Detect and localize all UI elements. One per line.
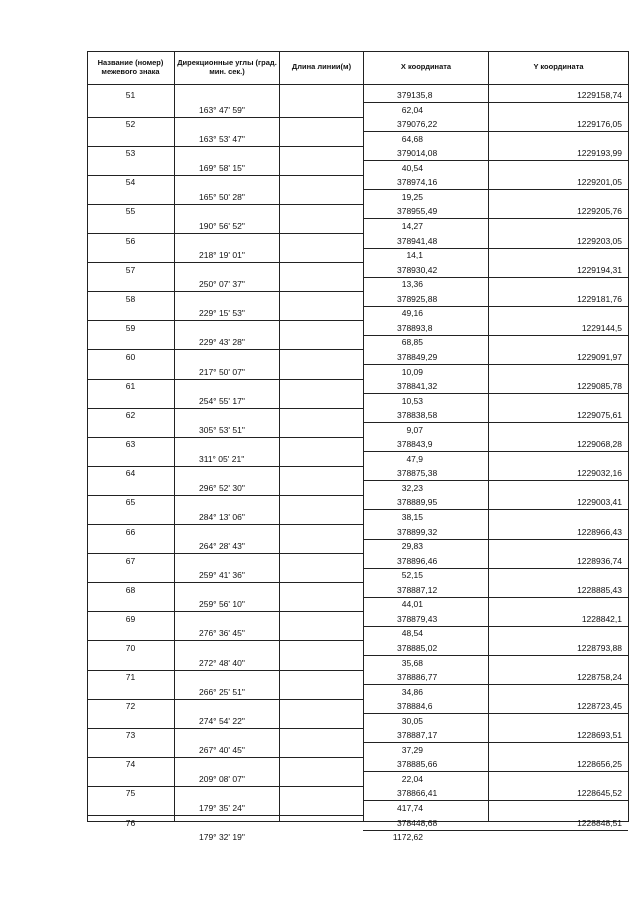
row-divider bbox=[87, 117, 363, 118]
coordinate-underline bbox=[363, 451, 628, 452]
direction-angle: 284° 13' 06" bbox=[199, 512, 245, 522]
line-length: 10,09 bbox=[401, 366, 423, 377]
point-name: 66 bbox=[125, 526, 136, 537]
point-name: 56 bbox=[125, 235, 136, 246]
point-name: 55 bbox=[125, 206, 136, 217]
direction-angle: 267° 40' 45" bbox=[199, 744, 245, 755]
coordinate-underline bbox=[363, 480, 628, 481]
x-coordinate: 378448,68 bbox=[397, 817, 438, 828]
point-name: 67 bbox=[125, 555, 136, 566]
point-name: 62 bbox=[125, 410, 136, 421]
coordinates-table bbox=[87, 51, 629, 843]
row-divider bbox=[87, 495, 363, 496]
direction-angle: 305° 53' 51" bbox=[199, 424, 245, 435]
y-coordinate: 1229003,41 bbox=[577, 497, 622, 508]
y-coordinate: 1229032,16 bbox=[577, 468, 622, 479]
direction-angle: 169° 58' 15" bbox=[199, 162, 245, 173]
coordinate-underline bbox=[363, 277, 628, 278]
row-divider bbox=[87, 291, 363, 292]
direction-angle: 179° 32' 19" bbox=[199, 832, 245, 843]
line-length: 13,36 bbox=[401, 279, 423, 290]
line-length: 14,1 bbox=[406, 250, 423, 261]
header-x-coordinate: X координата bbox=[400, 62, 452, 72]
row-divider bbox=[87, 640, 363, 641]
coordinate-underline bbox=[363, 335, 628, 336]
line-length: 22,04 bbox=[401, 773, 423, 784]
row-divider bbox=[87, 175, 363, 176]
direction-angle: 163° 47' 59" bbox=[199, 104, 245, 115]
y-coordinate: 1229144,5 bbox=[581, 322, 622, 333]
coordinate-underline bbox=[363, 568, 628, 569]
point-name: 52 bbox=[125, 119, 136, 130]
y-coordinate: 1228693,51 bbox=[577, 730, 622, 741]
row-divider bbox=[87, 379, 363, 380]
line-length: 10,53 bbox=[401, 395, 423, 406]
direction-angle: 179° 35' 24" bbox=[199, 803, 245, 813]
point-name: 71 bbox=[125, 672, 136, 682]
x-coordinate: 378884,6 bbox=[397, 701, 433, 712]
direction-angle: 163° 53' 47" bbox=[199, 133, 245, 144]
coordinate-underline bbox=[363, 655, 628, 656]
direction-angle: 311° 05' 21" bbox=[199, 453, 245, 464]
y-coordinate: 1229068,28 bbox=[577, 439, 622, 450]
x-coordinate: 378887,12 bbox=[397, 584, 438, 595]
coordinate-underline bbox=[363, 771, 628, 772]
coordinate-underline bbox=[363, 160, 628, 161]
coordinate-underline bbox=[363, 306, 628, 307]
point-name: 59 bbox=[125, 322, 136, 333]
direction-angle: 209° 08' 07" bbox=[199, 773, 245, 784]
line-length: 1172,62 bbox=[392, 832, 423, 843]
point-name: 73 bbox=[125, 730, 136, 741]
direction-angle: 272° 48' 40" bbox=[199, 657, 245, 668]
y-coordinate: 1229091,97 bbox=[577, 351, 622, 362]
line-length: 32,23 bbox=[401, 482, 423, 493]
point-name: 72 bbox=[125, 701, 136, 712]
x-coordinate: 378889,95 bbox=[397, 497, 438, 508]
y-coordinate: 1229181,76 bbox=[577, 293, 622, 304]
header-direction-angle: Дирекционные углы (град. мин. сек.) bbox=[177, 58, 277, 76]
y-coordinate: 1229085,78 bbox=[577, 381, 622, 391]
x-coordinate: 378849,29 bbox=[397, 351, 438, 362]
y-coordinate: 1229193,99 bbox=[577, 148, 622, 159]
y-coordinate: 1228848,51 bbox=[577, 817, 622, 828]
point-name: 57 bbox=[125, 264, 136, 275]
row-divider bbox=[87, 320, 363, 321]
direction-angle: 218° 19' 01" bbox=[199, 250, 245, 261]
point-name: 58 bbox=[125, 293, 136, 304]
direction-angle: 165° 50' 28" bbox=[199, 191, 245, 202]
x-coordinate: 378974,16 bbox=[397, 177, 438, 188]
point-name: 75 bbox=[125, 788, 136, 799]
point-name: 60 bbox=[125, 351, 136, 362]
x-coordinate: 379014,08 bbox=[397, 148, 438, 159]
x-coordinate: 378955,49 bbox=[397, 206, 438, 217]
direction-angle: 259° 56' 10" bbox=[199, 599, 245, 610]
row-divider bbox=[87, 728, 363, 729]
header-y-coordinate: Y координата bbox=[533, 62, 584, 72]
line-length: 48,54 bbox=[401, 628, 423, 639]
coordinate-underline bbox=[363, 742, 628, 743]
row-divider bbox=[87, 786, 363, 787]
y-coordinate: 1229194,31 bbox=[577, 264, 622, 275]
point-name: 76 bbox=[125, 817, 136, 828]
x-coordinate: 378925,88 bbox=[397, 293, 438, 304]
x-coordinate: 379135,8 bbox=[397, 90, 433, 100]
row-divider bbox=[87, 233, 363, 234]
line-length: 44,01 bbox=[401, 599, 423, 610]
point-name: 51 bbox=[125, 90, 136, 100]
y-coordinate: 1228966,43 bbox=[577, 526, 622, 537]
header-bottom-border bbox=[87, 84, 629, 85]
x-coordinate: 378841,32 bbox=[397, 381, 438, 391]
coordinate-underline bbox=[363, 189, 628, 190]
y-coordinate: 1229075,61 bbox=[577, 410, 622, 421]
x-coordinate: 378886,77 bbox=[397, 672, 438, 682]
x-coordinate: 378893,8 bbox=[397, 322, 433, 333]
coordinate-underline bbox=[363, 800, 628, 801]
x-coordinate: 378887,17 bbox=[397, 730, 438, 741]
point-name: 61 bbox=[125, 381, 136, 391]
direction-angle: 217° 50' 07" bbox=[199, 366, 245, 377]
x-coordinate: 378875,38 bbox=[397, 468, 438, 479]
line-length: 14,27 bbox=[401, 221, 423, 231]
line-length: 30,05 bbox=[401, 715, 423, 726]
direction-angle: 274° 54' 22" bbox=[199, 715, 245, 726]
coordinate-underline bbox=[363, 509, 628, 510]
line-length: 9,07 bbox=[406, 424, 423, 435]
point-name: 65 bbox=[125, 497, 136, 508]
y-coordinate: 1228758,24 bbox=[577, 672, 622, 682]
coordinate-underline bbox=[363, 218, 628, 219]
line-length: 417,74 bbox=[397, 803, 423, 813]
point-name: 54 bbox=[125, 177, 136, 188]
coordinate-underline bbox=[363, 248, 628, 249]
row-divider bbox=[87, 466, 363, 467]
row-divider bbox=[87, 582, 363, 583]
line-length: 64,68 bbox=[401, 133, 423, 144]
direction-angle: 266° 25' 51" bbox=[199, 686, 245, 697]
y-coordinate: 1229203,05 bbox=[577, 235, 622, 246]
y-coordinate: 1228842,1 bbox=[581, 613, 622, 624]
x-coordinate: 378843,9 bbox=[397, 439, 433, 450]
y-coordinate: 1228885,43 bbox=[577, 584, 622, 595]
coordinate-underline bbox=[363, 684, 628, 685]
point-name: 74 bbox=[125, 759, 136, 770]
point-name: 63 bbox=[125, 439, 136, 450]
coordinate-underline bbox=[363, 830, 628, 831]
row-divider bbox=[87, 146, 363, 147]
coordinate-underline bbox=[363, 713, 628, 714]
y-coordinate: 1228793,88 bbox=[577, 642, 622, 653]
direction-angle: 259° 41' 36" bbox=[199, 570, 245, 581]
x-coordinate: 378866,41 bbox=[397, 788, 438, 799]
y-coordinate: 1228936,74 bbox=[577, 555, 622, 566]
y-coordinate: 1228656,25 bbox=[577, 759, 622, 770]
header-point-name: Название (номер) межевого знака bbox=[97, 58, 164, 76]
direction-angle: 229° 15' 53" bbox=[199, 308, 245, 319]
line-length: 34,86 bbox=[401, 686, 423, 697]
direction-angle: 264° 28' 43" bbox=[199, 541, 245, 552]
line-length: 49,16 bbox=[401, 308, 423, 319]
point-name: 53 bbox=[125, 148, 136, 159]
line-length: 38,15 bbox=[401, 512, 423, 522]
x-coordinate: 378896,46 bbox=[397, 555, 438, 566]
y-coordinate: 1229158,74 bbox=[577, 90, 622, 100]
coordinate-underline bbox=[363, 597, 628, 598]
row-divider bbox=[87, 437, 363, 438]
x-coordinate: 378879,43 bbox=[397, 613, 438, 624]
coordinate-underline bbox=[363, 422, 628, 423]
row-divider bbox=[87, 262, 363, 263]
row-divider bbox=[87, 408, 363, 409]
line-length: 62,04 bbox=[401, 104, 423, 115]
direction-angle: 250° 07' 37" bbox=[199, 279, 245, 290]
table-border bbox=[628, 51, 629, 822]
row-divider bbox=[87, 699, 363, 700]
point-name: 68 bbox=[125, 584, 136, 595]
row-divider bbox=[87, 553, 363, 554]
line-length: 35,68 bbox=[401, 657, 423, 668]
coordinate-underline bbox=[363, 131, 628, 132]
x-coordinate: 379076,22 bbox=[397, 119, 438, 130]
x-coordinate: 378899,32 bbox=[397, 526, 438, 537]
line-length: 29,83 bbox=[401, 541, 423, 552]
row-divider bbox=[87, 670, 363, 671]
row-divider bbox=[87, 204, 363, 205]
row-divider bbox=[87, 611, 363, 612]
point-name: 69 bbox=[125, 613, 136, 624]
y-coordinate: 1229176,05 bbox=[577, 119, 622, 130]
y-coordinate: 1228723,45 bbox=[577, 701, 622, 712]
x-coordinate: 378838,58 bbox=[397, 410, 438, 421]
line-length: 19,25 bbox=[401, 191, 423, 202]
coordinate-underline bbox=[363, 539, 628, 540]
direction-angle: 254° 55' 17" bbox=[199, 395, 245, 406]
line-length: 52,15 bbox=[401, 570, 423, 581]
row-divider bbox=[87, 815, 363, 816]
y-coordinate: 1228645,52 bbox=[577, 788, 622, 799]
header-line-length: Длина линии(м) bbox=[291, 62, 352, 72]
coordinate-underline bbox=[363, 364, 628, 365]
row-divider bbox=[87, 349, 363, 350]
row-divider bbox=[87, 524, 363, 525]
direction-angle: 190° 56' 52" bbox=[199, 221, 245, 231]
line-length: 40,54 bbox=[401, 162, 423, 173]
direction-angle: 276° 36' 45" bbox=[199, 628, 245, 639]
coordinate-underline bbox=[363, 626, 628, 627]
y-coordinate: 1229205,76 bbox=[577, 206, 622, 217]
line-length: 68,85 bbox=[401, 337, 423, 348]
row-divider bbox=[87, 757, 363, 758]
x-coordinate: 378885,66 bbox=[397, 759, 438, 770]
direction-angle: 296° 52' 30" bbox=[199, 482, 245, 493]
point-name: 64 bbox=[125, 468, 136, 479]
coordinate-underline bbox=[363, 102, 628, 103]
x-coordinate: 378885,02 bbox=[397, 642, 438, 653]
line-length: 47,9 bbox=[406, 453, 423, 464]
y-coordinate: 1229201,05 bbox=[577, 177, 622, 188]
direction-angle: 229° 43' 28" bbox=[199, 337, 245, 348]
x-coordinate: 378930,42 bbox=[397, 264, 438, 275]
line-length: 37,29 bbox=[401, 744, 423, 755]
x-coordinate: 378941,48 bbox=[397, 235, 438, 246]
point-name: 70 bbox=[125, 642, 136, 653]
coordinate-underline bbox=[363, 393, 628, 394]
